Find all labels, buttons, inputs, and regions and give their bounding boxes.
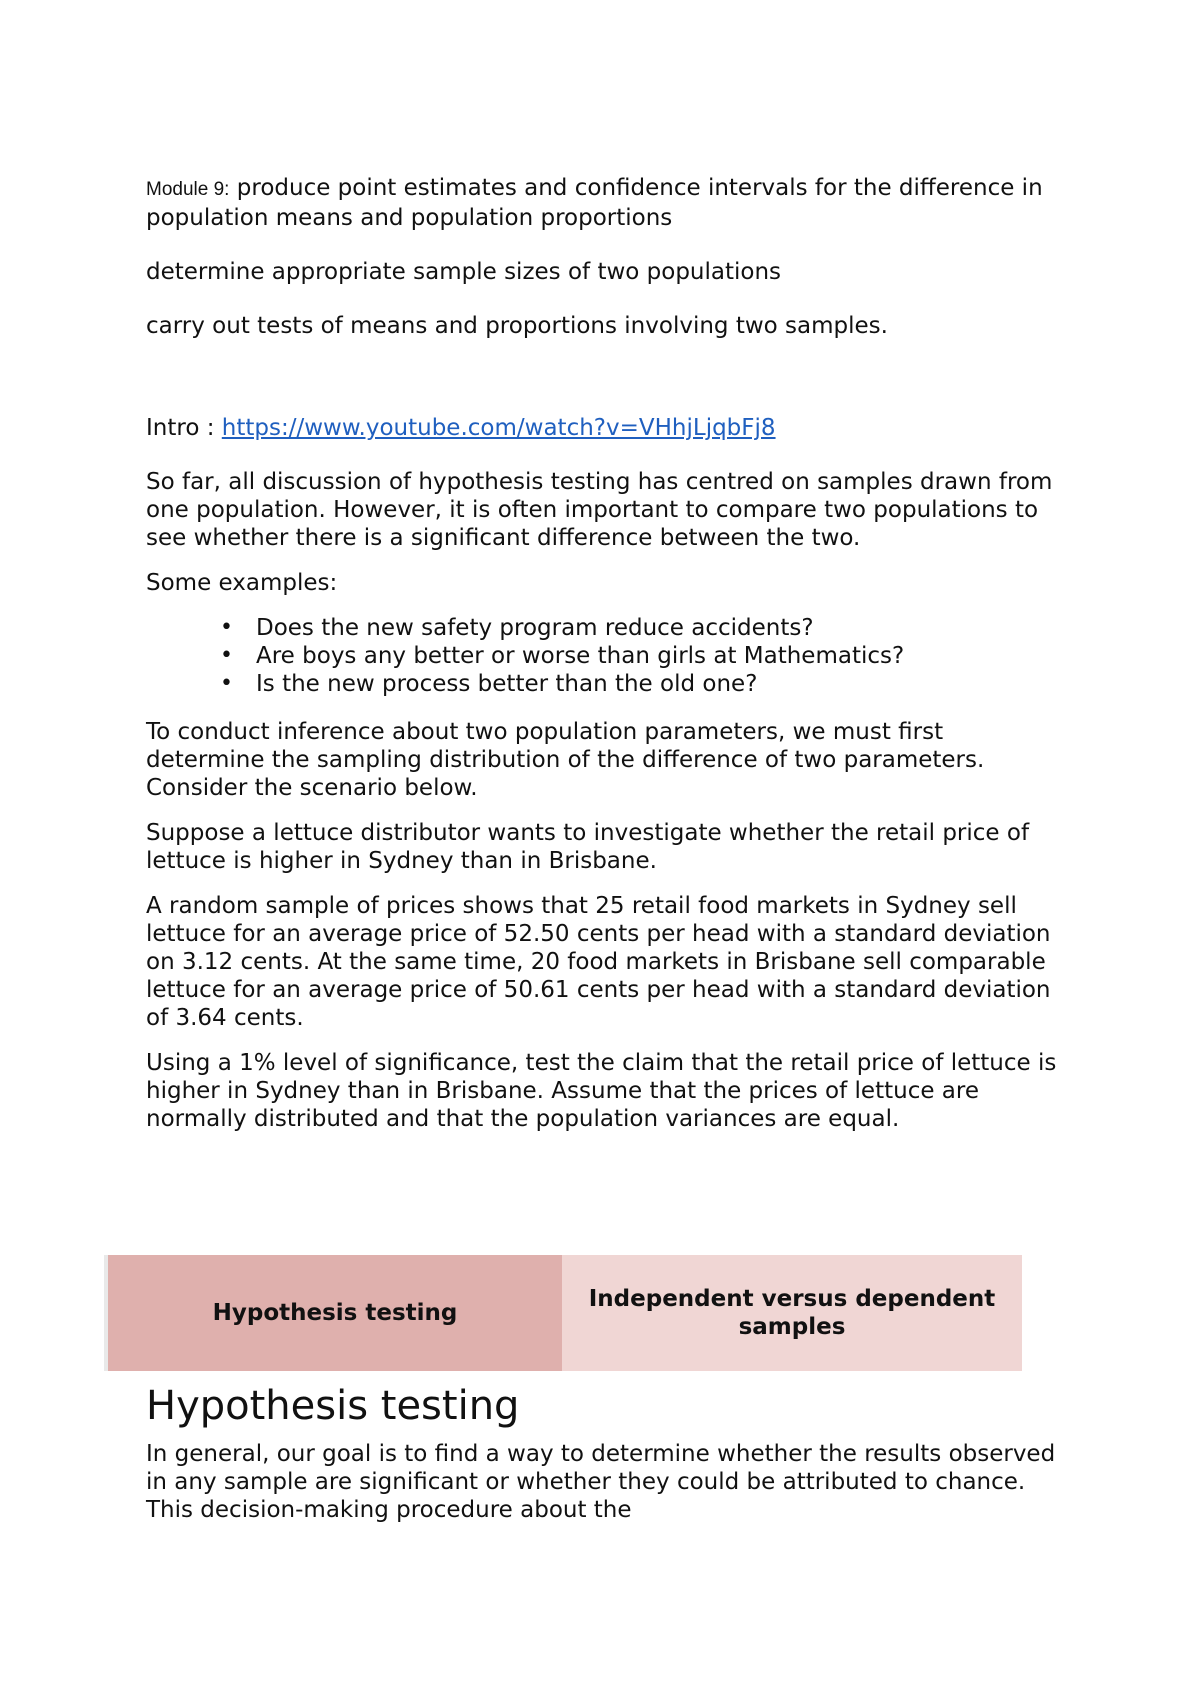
tab-hypothesis-testing[interactable]: Hypothesis testing — [104, 1255, 562, 1371]
section-heading: Hypothesis testing — [146, 1383, 520, 1429]
body-paragraph-1: So far, all discussion of hypothesis testing has centred on samples drawn from one population. However, it is often important to compare two populations to see whether there is a significant difference between the two. — [146, 469, 1053, 551]
intro-label: Intro : — [146, 415, 222, 441]
spacer — [146, 366, 1066, 414]
module-objective-3: carry out tests of means and proportions involving two samples. — [146, 313, 888, 339]
hypothesis-testing-section — [146, 1382, 1066, 1541]
module-label: Module 9: — [146, 179, 230, 200]
body-paragraph-2: Some examples: — [146, 570, 338, 596]
bullet-icon: • — [220, 615, 233, 640]
tab-independent-versus-dependent-samples[interactable]: Independent versus dependent samples — [562, 1255, 1022, 1371]
bullet-icon: • — [220, 671, 233, 696]
body-paragraph-6: Using a 1% level of significance, test the claim that the retail price of lettuce is higher in Sydney than in Brisbane. Assume that the prices of lettuce are normally distributed and that the population variances are equal. — [146, 1050, 1057, 1132]
bullet-icon: • — [220, 643, 233, 668]
module-objective-text: produce point estimates and confidence intervals for the difference in population means and population proportions — [146, 175, 1043, 231]
document-content — [146, 174, 1066, 1150]
section-tabs — [104, 1255, 1022, 1371]
intro-line — [146, 414, 1066, 442]
body-paragraph-5: A random sample of prices shows that 25 retail food markets in Sydney sell lettuce for an average price of 52.50 cents per head with a standard deviation on 3.12 cents. At the same time, 20 food markets in Brisbane sell comparable lettuce for an average price of 50.61 cents per head with a standard deviation of 3.64 cents. — [146, 893, 1051, 1031]
list-item-text: Is the new process better than the old one? — [256, 671, 758, 697]
module-objective-1 — [146, 174, 1066, 232]
intro-video-link[interactable]: https://www.youtube.com/watch?v=VHhjLjqbFj8 — [221, 415, 776, 441]
list-item-text: Are boys any better or worse than girls at Mathematics? — [256, 643, 905, 669]
examples-list — [146, 614, 1066, 698]
list-item — [220, 614, 1066, 642]
list-item — [220, 642, 1066, 670]
body-paragraph-3: To conduct inference about two population parameters, we must first determine the sampling distribution of the difference of two parameters. Consider the scenario below. — [146, 719, 985, 801]
list-item-text: Does the new safety program reduce accidents? — [256, 615, 814, 641]
body-paragraph-4: Suppose a lettuce distributor wants to investigate whether the retail price of lettuce is higher in Sydney than in Brisbane. — [146, 820, 1030, 874]
module-objective-2: determine appropriate sample sizes of two populations — [146, 259, 782, 285]
section-paragraph: In general, our goal is to find a way to determine whether the results observed in any sample are significant or whether they could be attributed to chance. This decision-making procedure about the — [146, 1441, 1056, 1523]
list-item — [220, 670, 1066, 698]
